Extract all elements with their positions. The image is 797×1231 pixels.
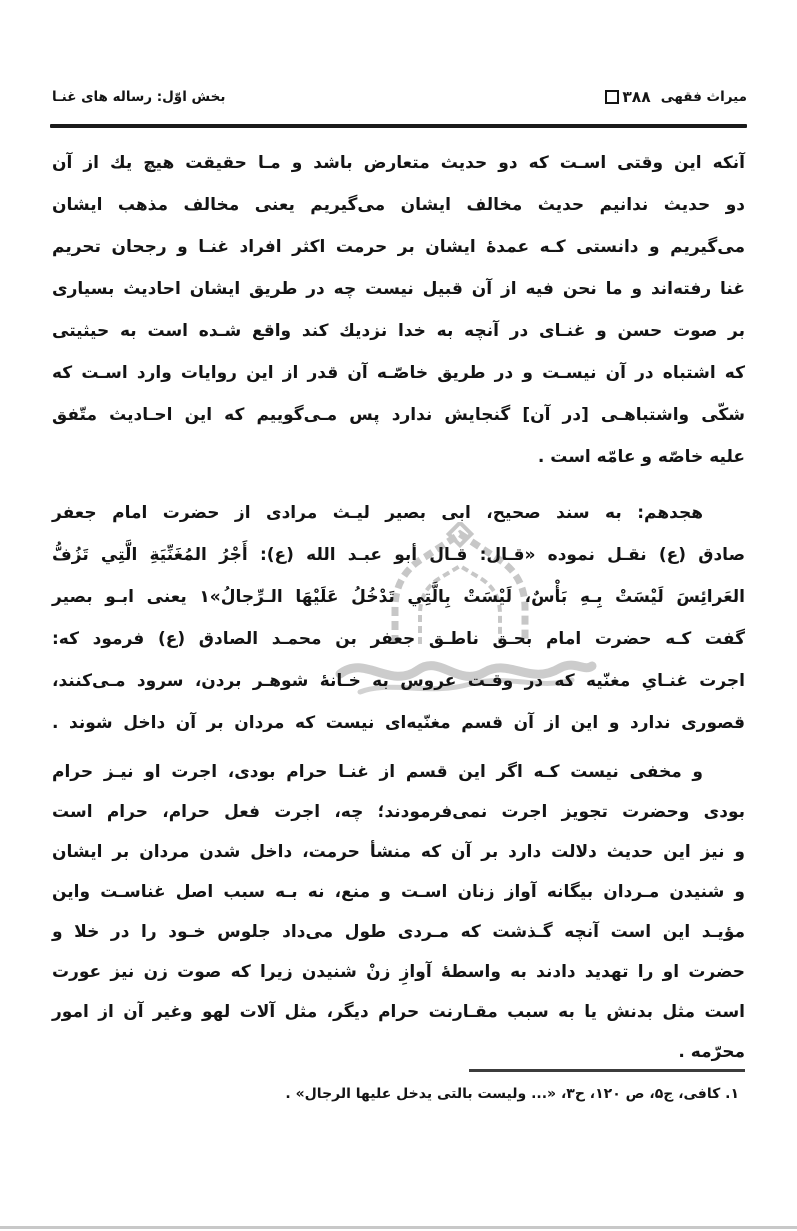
text-line: اجرت غنـایِ مغنّیه که در وقـت عروس به خـانهٔ شوهـر بردن، سرود مـی‌کنند، xyxy=(52,671,745,691)
text-line: و شنیدن مـردان بیگانه آواز زنان اسـت و منع، نه بـه سبب اصل غناسـت واین xyxy=(52,882,745,902)
paragraph-1 xyxy=(52,142,745,478)
text-line: محرّمه . xyxy=(678,1042,745,1062)
text-line: شکّی واشتباهـی [در آن] گنجایش ندارد پس مـی‌گوییم که این احـادیث متّفق xyxy=(52,405,745,425)
page-number: ۳۸۸ xyxy=(622,88,651,106)
text-line: که اشتباه در آن نیسـت و در طریق خاصّـه آن قدر از این روایات وارد اسـت که xyxy=(52,363,745,383)
scan-edge-artifact xyxy=(0,1226,797,1229)
footnote: ۱. کافی، ج۵، ص ۱۲۰، ح۳، «... ولیست بالتی یدخل علیها الرجال» . xyxy=(285,1086,739,1102)
text-line: بر صوت حسن و غنـای در آنچه به خدا نزدیك کند واقع شـده است به حیثیتی xyxy=(52,321,745,341)
header-section-title: بخش اوّل: رساله های غنـا xyxy=(52,89,226,105)
footnote-separator-rule xyxy=(469,1069,745,1072)
paragraph-3 xyxy=(52,752,745,1072)
book-title: میراث فقهی xyxy=(660,89,747,105)
page-header xyxy=(52,84,747,110)
text-line: حضرت او را تهدید دادند به واسطهٔ آوازِ زنْ شنیدن زیرا که صوت زن نیز عورت xyxy=(52,962,745,982)
text-line: دو حدیث ندانیم حدیث مخالف ایشان می‌گیریم یعنی مخالف مذهب ایشان xyxy=(52,195,745,215)
text-line: گفت کـه حضرت امام بحـق ناطـق جعفر بن محمـد الصادق (ع) فرمود که: xyxy=(52,629,745,649)
text-line: العَرائِسَ لَيْسَتْ بِـهِ بَأْسٌ، لَيْسَتْ بِالَّتِي تَدْخُلُ عَلَيْهَا الـرِّجالُ»۱ یعنی ابـو بصیر xyxy=(52,587,746,607)
text-line: هجدهم: به سند صحیح، ابی بصیر لیـث مرادی از حضرت امام جعفر xyxy=(52,503,703,523)
text-line: آنکه این وقتی اسـت که دو حدیث متعارض باشد و مـا حقیقت هیچ یك از آن xyxy=(52,153,745,173)
header-book-title-block xyxy=(605,88,747,106)
paragraph-2 xyxy=(52,492,745,744)
square-separator-icon xyxy=(605,90,619,104)
header-rule xyxy=(50,124,747,128)
text-line: بودی وحضرت تجویز اجرت نمی‌فرمودند؛ چه، اجرت فعل حرام، حرام است xyxy=(52,802,745,822)
text-line: قصوری ندارد و این از آن قسم مغنّیه‌ای نیست که مردان بر آن داخل شوند . xyxy=(52,713,745,733)
text-line: می‌گیریم و دانستی کـه عمدهٔ ایشان بر حرمت اکثر افراد غنـا و رجحان تحریم xyxy=(52,237,745,257)
text-line: است مثل بدنش یا به سبب مقـارنت حرام دیگر، مثل آلات لهو وغیر آن از امور xyxy=(52,1002,745,1022)
text-line: مؤیـد این است آنچه گـذشت که مـردی طول می‌داد جلوس خـود را در خلا و xyxy=(52,922,745,942)
text-line: غنا رفته‌اند و ما نحن فیه از آن قبیل نیست چه در طریق ایشان احادیث بسیاری xyxy=(52,279,745,299)
text-line: و مخفی نیست کـه اگر این قسم از غنـا حرام بودی، اجرت او نیـز حرام xyxy=(52,762,703,782)
text-line: علیه خاصّه و عامّه است . xyxy=(537,447,745,467)
text-line: صادق (ع) نقـل نموده «قـال: قـال أبو عبـد الله (ع): أَجْرُ المُغَنِّيَةِ الَّتِي تَزُفُّ xyxy=(52,545,745,565)
text-line: و نیز این حدیث دلالت دارد بر آن که منشأ حرمت، داخل شدن مردان بر ایشان xyxy=(52,842,745,862)
